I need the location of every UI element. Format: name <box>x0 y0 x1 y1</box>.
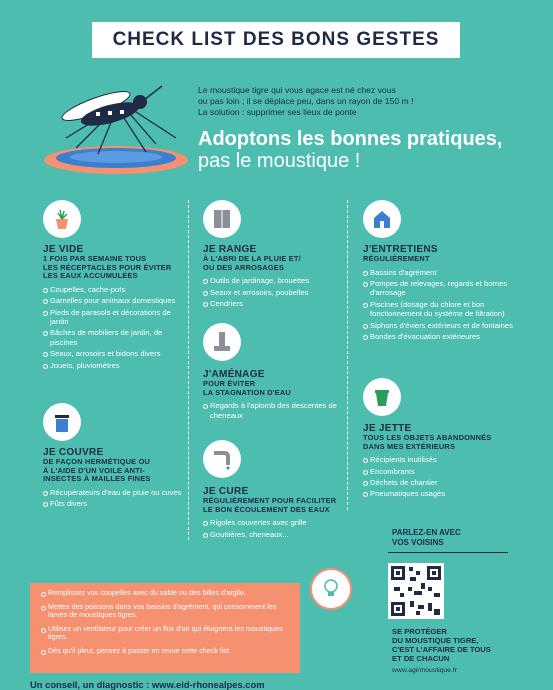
list-item: Coupelles, cache-pots <box>43 285 183 294</box>
section-cure-heading: JE CURE <box>203 486 249 497</box>
section-vide-sub-2: LES RÉCEPTACLES POUR ÉVITER <box>43 262 172 272</box>
footer-text[interactable]: Un conseil, un diagnostic : www.eid-rhonealpes.com <box>30 679 265 690</box>
tip-item: Dès qu'il pleut, pensez à passer en revue cette check list. <box>48 647 290 656</box>
section-jette-sub-1: TOUS LES OBJETS ABANDONNÉS <box>363 433 492 442</box>
section-vide-sub-3: LES EAUX ACCUMULÉES <box>43 271 138 281</box>
list-item: Rigoles couvertes avec grille <box>203 518 353 527</box>
lightbulb-icon <box>308 566 354 612</box>
section-couvre-sub-2: À L'AIDE D'UN VOILE ANTI- <box>43 465 145 475</box>
list-item: Bassins d'agrément <box>363 268 513 277</box>
section-entretiens <box>363 244 513 343</box>
section-amenage <box>203 369 343 422</box>
section-amenage-heading: J'AMÉNAGE <box>203 369 265 380</box>
tips-box <box>30 583 300 673</box>
page-title: CHECK LIST DES BONS GESTES <box>112 29 440 50</box>
list-item: Piscines (dosage du chlore et bon fonctionnement du système de filtration) <box>363 300 513 319</box>
tip-item: Mettez des poissons dans vos bassins d'agrément, qui consomment les larves de moustiques tigres. <box>48 603 290 620</box>
list-item: Pompes de relevages, regards et bornes d'arrosage <box>363 279 513 298</box>
water-tank-icon <box>43 403 81 441</box>
section-vide <box>43 244 183 372</box>
intro-line-3: La solution : supprimer ses lieux de ponte <box>198 107 357 117</box>
list-item: Cendriers <box>203 299 343 308</box>
column-divider-2 <box>347 200 348 510</box>
parlez-line-2: VOS VOISINS <box>392 537 444 547</box>
section-vide-list <box>43 285 183 370</box>
parlez-line-1: PARLEZ-EN AVEC <box>392 528 461 537</box>
tips-list <box>30 583 300 656</box>
section-amenage-sub-1: POUR ÉVITER <box>203 379 256 388</box>
list-item: Pieds de parasols et décorations de jardin <box>43 308 183 327</box>
section-couvre-sub-1: DE FAÇON HERMÉTIQUE OU <box>43 457 151 466</box>
section-entretiens-sub-1: RÉGULIÈREMENT <box>363 254 430 263</box>
gutter-icon <box>203 440 241 478</box>
protect-text <box>392 627 491 663</box>
list-item: Récupérateurs d'eau de pluie ou cuves <box>43 488 183 497</box>
section-jette-list <box>363 455 513 499</box>
tagline-light: pas le moustique ! <box>198 150 361 172</box>
section-cure-list <box>203 518 353 539</box>
section-vide-heading: JE VIDE <box>43 244 84 255</box>
column-divider-1 <box>188 200 189 540</box>
list-item: Outils de jardinage, brouettes <box>203 276 343 285</box>
list-item: Bâches de mobiliers de jardin, de piscines <box>43 328 183 347</box>
tip-item: Utilisez un ventilateur pour créer un flux d'air qui éloignera les moustiques tigres. <box>48 625 290 642</box>
section-range-list <box>203 276 343 308</box>
section-couvre <box>43 447 183 511</box>
parlez-text <box>392 528 461 547</box>
plant-pot-icon <box>43 200 81 238</box>
intro-line-1: Le moustique tigre qui vous agace est né chez vous <box>198 85 396 95</box>
list-item: Jouets, pluviomètres <box>43 361 183 370</box>
list-item: Siphons d'éviers extérieurs et de fontaines <box>363 321 513 330</box>
intro-line-2: ou pas loin ; il se déplace peu, dans un rayon de 150 m ! <box>198 96 414 106</box>
tip-item: Remplissez vos coupelles avec du sable ou des billes d'argile. <box>48 589 290 598</box>
drain-icon <box>203 323 241 361</box>
section-cure <box>203 486 353 541</box>
section-amenage-sub-2: LA STAGNATION D'EAU <box>203 387 291 397</box>
list-item: Seaux et arrosoirs, poubelles <box>203 288 343 297</box>
section-entretiens-heading: J'ENTRETIENS <box>363 244 438 255</box>
list-item: Encombrants <box>363 467 513 476</box>
house-icon <box>363 200 401 238</box>
section-jette <box>363 423 513 501</box>
section-jette-heading: JE JETTE <box>363 423 412 434</box>
protect-line-4: ET DE CHACUN <box>392 654 450 663</box>
list-item: Gamelles pour animaux domestiques <box>43 296 183 305</box>
list-item: Récipients inutilisés <box>363 455 513 464</box>
intro-text <box>198 85 488 118</box>
list-item: Fûts divers <box>43 499 183 508</box>
parlez-underline <box>388 552 508 553</box>
protect-line-1: SE PROTÉGER <box>392 627 447 636</box>
section-vide-sub-1: 1 FOIS PAR SEMAINE TOUS <box>43 254 147 263</box>
cabinet-icon <box>203 200 241 238</box>
section-range-heading: JE RANGE <box>203 244 257 255</box>
list-item: Déchets de chantier <box>363 478 513 487</box>
title-box <box>92 22 460 58</box>
section-couvre-heading: JE COUVRE <box>43 447 104 458</box>
section-entretiens-list <box>363 268 513 342</box>
list-item: Gouttières, cheneaux... <box>203 530 353 539</box>
list-item: Seaux, arrosoirs et bidons divers <box>43 349 183 358</box>
mosquito-icon <box>36 78 196 178</box>
qr-code-icon[interactable] <box>388 563 444 619</box>
section-couvre-list <box>43 488 183 509</box>
section-cure-sub-2: LE BON ÉCOULEMENT DES EAUX <box>203 504 330 514</box>
section-range-sub-1: À L'ABRI DE LA PLUIE ET/ <box>203 254 301 263</box>
trash-icon <box>363 378 401 416</box>
list-item: Pneumatiques usagés <box>363 489 513 498</box>
protect-line-2: DU MOUSTIQUE TIGRE, <box>392 636 479 645</box>
tagline-bold: Adoptons les bonnes pratiques, <box>198 128 503 150</box>
protect-line-3: C'EST L'AFFAIRE DE TOUS <box>392 645 491 654</box>
list-item: Regards à l'aplomb des descentes de cheneaux <box>203 401 343 420</box>
website-link[interactable]: www.agirmoustique.fr <box>392 667 457 674</box>
section-cure-sub-1: RÉGULIÈREMENT POUR FACILITER <box>203 496 337 505</box>
section-couvre-sub-3: INSECTES À MAILLES FINES <box>43 474 151 484</box>
section-jette-sub-2: DANS MES EXTÉRIEURS <box>363 441 456 451</box>
section-amenage-list <box>203 401 343 420</box>
section-range <box>203 244 343 310</box>
list-item: Bondes d'évacuation extérieures <box>363 332 513 341</box>
section-range-sub-2: OU DES ARROSAGES <box>203 262 284 272</box>
